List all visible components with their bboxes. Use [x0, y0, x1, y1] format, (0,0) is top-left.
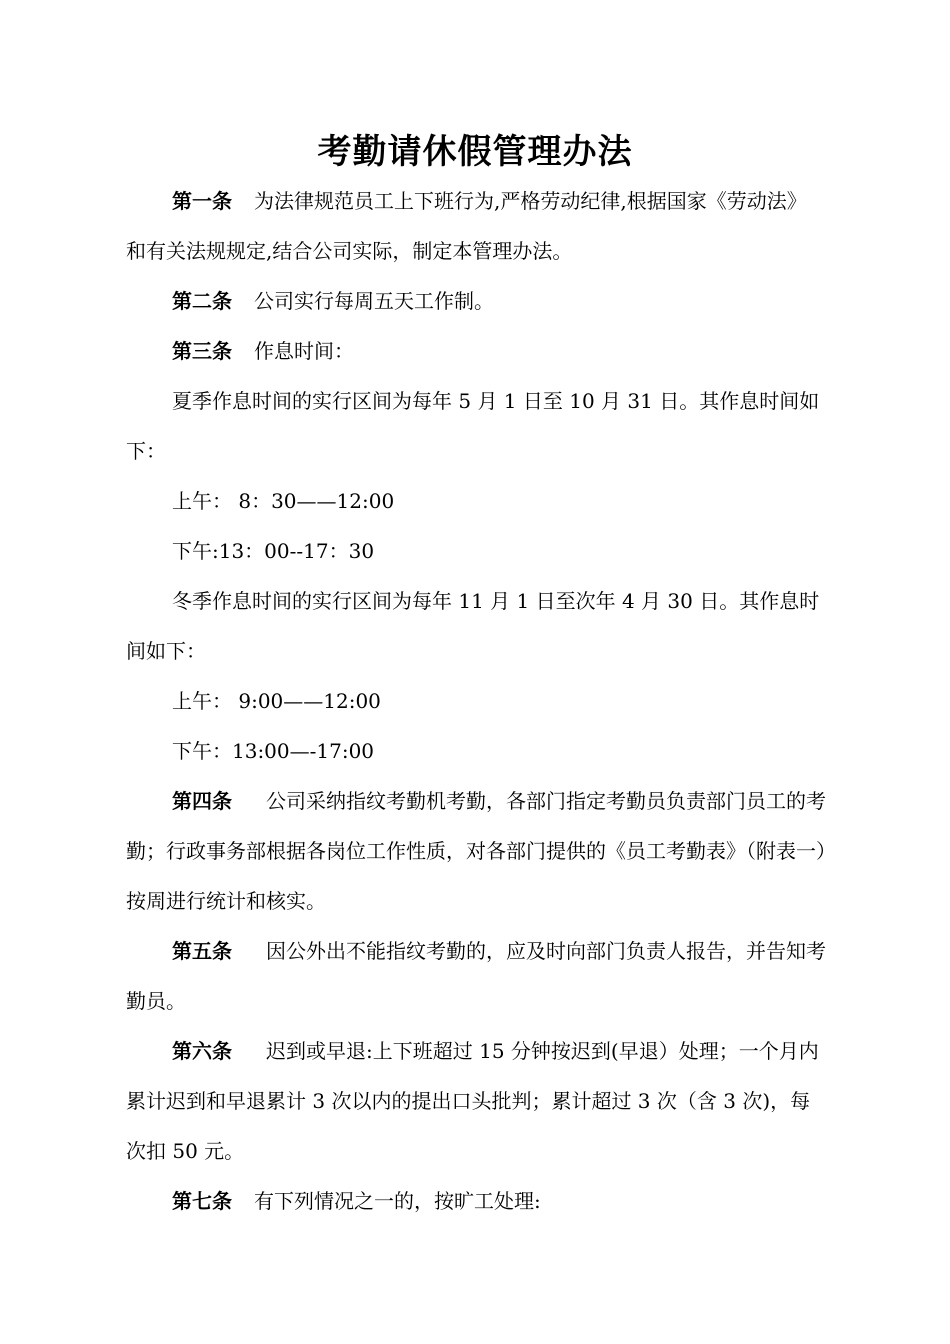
paragraph-text: 上午： 8：30——12:00 — [172, 489, 395, 513]
paragraph-text: 冬季作息时间的实行区间为每年 11 月 1 日至次年 4 月 30 日。其作息时间如下： — [126, 589, 820, 663]
article-label: 第二条 — [172, 289, 232, 313]
document-title: 考勤请休假管理办法 — [317, 132, 633, 172]
article-text: 作息时间： — [254, 339, 354, 363]
summer-morning — [126, 476, 826, 526]
article-text: 迟到或早退:上下班超过 15 分钟按迟到(早退）处理；一个月内累计迟到和早退累计 3 次以内的提出口头批判；累计超过 3 次（含 3 次)，每次扣 50 元。 — [126, 1039, 819, 1163]
summer-schedule — [126, 376, 826, 476]
paragraph-text: 下午：13:00—-17:00 — [172, 739, 375, 763]
document-body — [126, 176, 826, 1226]
article-3 — [126, 326, 826, 376]
winter-morning — [126, 676, 826, 726]
winter-afternoon — [126, 726, 826, 776]
article-label: 第三条 — [172, 339, 232, 363]
article-label: 第五条 — [172, 939, 232, 963]
summer-afternoon — [126, 526, 826, 576]
article-text: 公司采纳指纹考勤机考勤，各部门指定考勤员负责部门员工的考勤；行政事务部根据各岗位工作性质，对各部门提供的《员工考勤表》（附表一）按周进行统计和核实。 — [126, 789, 826, 913]
article-text: 有下列情况之一的，按旷工处理: — [254, 1189, 541, 1213]
article-7 — [126, 1176, 826, 1226]
article-4 — [126, 776, 826, 926]
paragraph-text: 下午:13：00--17：30 — [172, 539, 375, 563]
article-label: 第六条 — [172, 1039, 232, 1063]
article-2 — [126, 276, 826, 326]
article-text: 为法律规范员工上下班行为,严格劳动纪律,根据国家《劳动法》和有关法规规定,结合公司实际，制定本管理办法。 — [126, 189, 807, 263]
article-text: 公司实行每周五天工作制。 — [254, 289, 494, 313]
article-5 — [126, 926, 826, 1026]
article-label: 第七条 — [172, 1189, 232, 1213]
article-1 — [126, 176, 826, 276]
article-label: 第一条 — [172, 189, 232, 213]
article-text: 因公外出不能指纹考勤的，应及时向部门负责人报告，并告知考勤员。 — [126, 939, 826, 1013]
paragraph-text: 夏季作息时间的实行区间为每年 5 月 1 日至 10 月 31 日。其作息时间如下： — [126, 389, 820, 463]
article-label: 第四条 — [172, 789, 232, 813]
winter-schedule — [126, 576, 826, 676]
article-6 — [126, 1026, 826, 1176]
paragraph-text: 上午： 9:00——12:00 — [172, 689, 381, 713]
